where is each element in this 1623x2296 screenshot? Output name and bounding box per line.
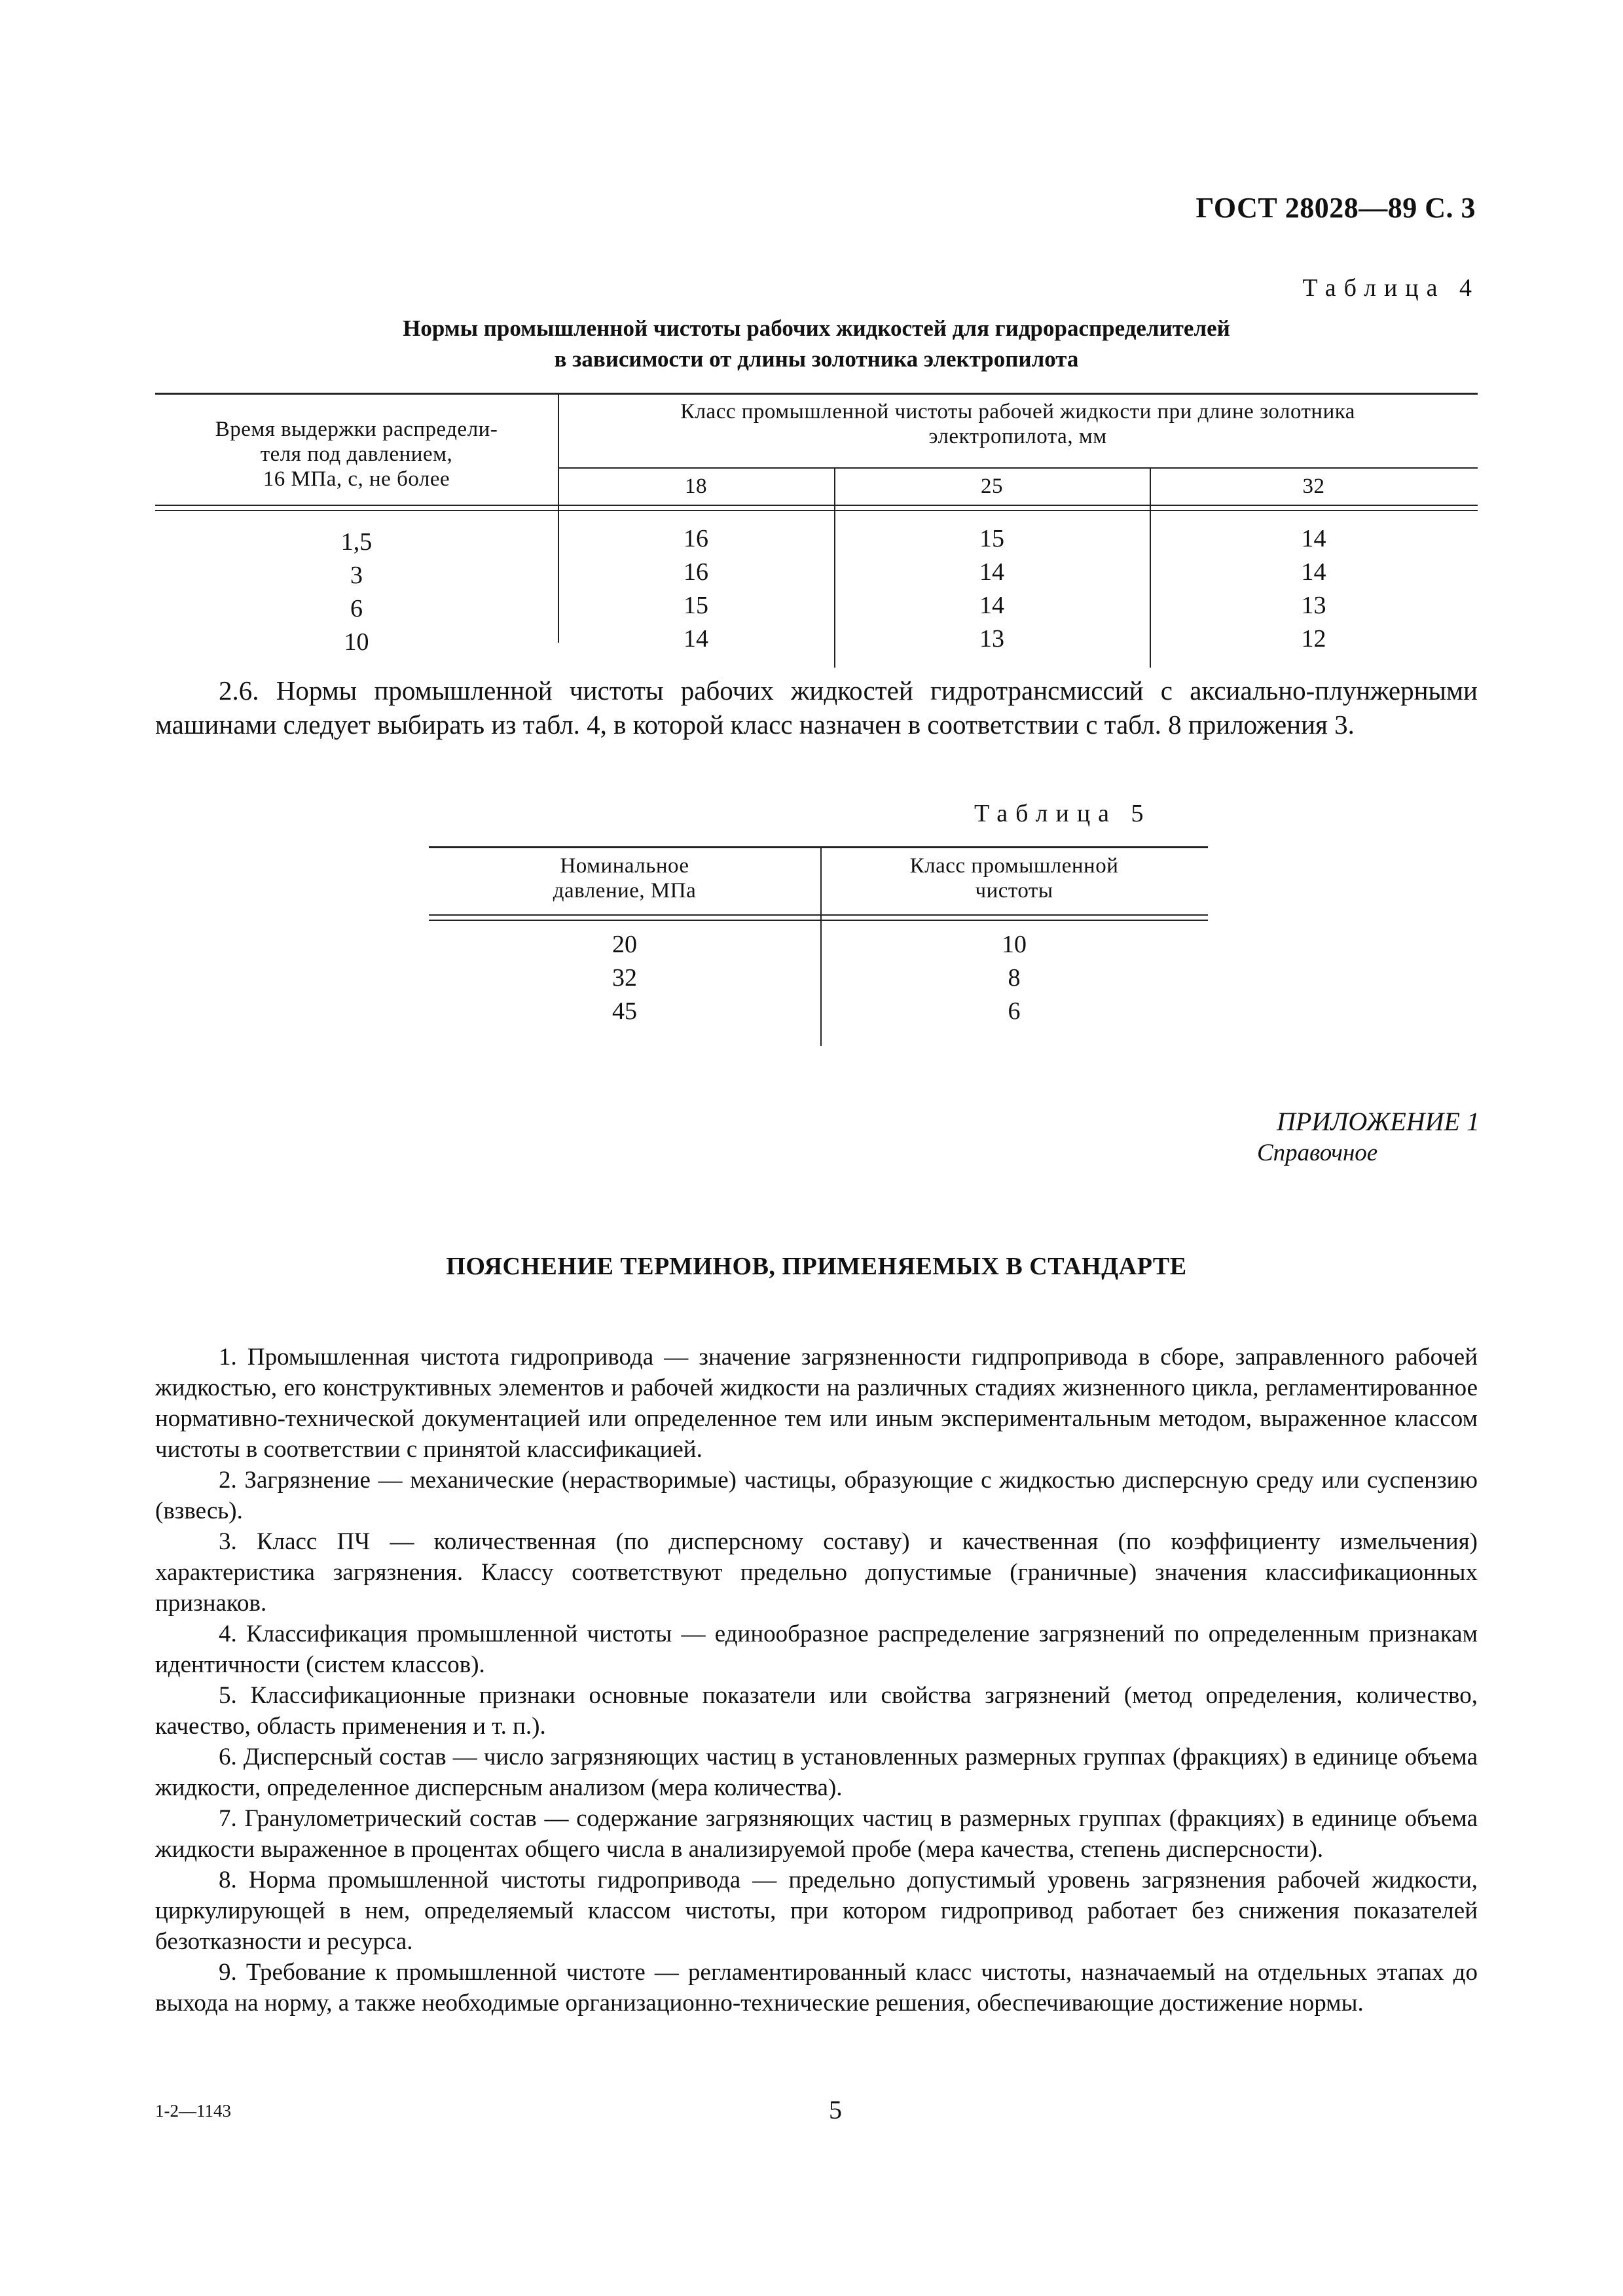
page-header: ГОСТ 28028—89 С. 3 (1195, 192, 1476, 224)
table-cell: 12 (1301, 625, 1326, 653)
table-double-rule (429, 914, 1208, 921)
table5-caption: Таблица 5 (974, 800, 1152, 827)
table4-header-length-25: 25 (981, 475, 1003, 498)
table4-header-time (155, 417, 558, 492)
table-cell: 15 (684, 592, 708, 619)
table-cell: 14 (979, 558, 1004, 586)
table4-column-18 (558, 522, 834, 656)
appendix-subtitle: Справочное (1257, 1139, 1378, 1166)
term-item: 7. Гранулометрический состав — содержание загрязняющих частиц в размерных группах (фракциях) в единице объема жидкости выраженное в процентах общего числа в анализируемой пробе (мера качества, степень дисперсности). (155, 1805, 1478, 1863)
term-item: 3. Класс ПЧ — количественная (по дисперсному составу) и качественная (по коэффициенту измельчения) характеристика загрязнения. Классу соответствуют предельно допустимые (граничные) значения классификационных признаков. (155, 1528, 1478, 1617)
table-cell: 13 (1301, 592, 1326, 619)
header-line: Время выдержки распредели- (215, 418, 498, 441)
table-rule (558, 467, 1478, 469)
table4-title-line: Нормы промышленной чистоты рабочих жидкостей для гидрораспределителей (403, 315, 1230, 341)
table-cell: 14 (684, 625, 708, 653)
header-line: 16 МПа, с, не более (263, 467, 450, 491)
table-cell: 20 (612, 931, 637, 958)
table4-column-32 (1150, 522, 1478, 656)
table4-header-length-18: 18 (685, 475, 707, 498)
table-rule (429, 846, 1208, 848)
table-double-rule (155, 505, 1478, 511)
term-item: 4. Классификация промышленной чистоты — единообразное распределение загрязнений по определенным признакам идентичности (систем классов). (155, 1621, 1478, 1678)
term-item: 9. Требование к промышленной чистоте — регламентированный класс чистоты, назначаемый на отдельных этапах до выхода на норму, а также необходимые организационно-технические решения, обеспечивающие достижение нормы. (155, 1959, 1478, 2017)
term-item: 6. Дисперсный состав — число загрязняющих частиц в установленных размерных группах (фракциях) в единице объема жидкости, определенное дисперсным анализом (мера количества). (155, 1744, 1478, 1801)
header-line: давление, МПа (553, 879, 697, 903)
table5-header-pressure (429, 853, 820, 903)
header-line: теля под давлением, (260, 442, 453, 466)
table-cell: 45 (612, 997, 637, 1025)
table-cell: 14 (979, 592, 1004, 619)
table-cell: 32 (612, 964, 637, 992)
table-cell: 10 (1002, 931, 1027, 958)
table4-caption: Таблица 4 (1302, 274, 1480, 302)
table4-column-time (155, 526, 558, 659)
table-cell: 8 (1008, 964, 1021, 992)
term-item: 1. Промышленная чистота гидропривода — значение загрязненности гидпропривода в сборе, заправленного рабочей жидкостью, его конструктивных элементов и рабочей жидкости на различных стадиях жизненного цикла, регламентированное нормативно-технической документацией или определенное тем или иным экспериментальным методом, выраженное классом чистоты в соответствии с принятой классификацией. (155, 1344, 1478, 1463)
table5-column-class (820, 928, 1208, 1028)
table4-header-length-32: 32 (1302, 475, 1325, 498)
table-cell: 1,5 (340, 528, 373, 556)
table-cell: 6 (1008, 997, 1021, 1025)
header-line: Номинальное (560, 854, 689, 878)
table-cell: 13 (979, 625, 1004, 653)
table4 (155, 393, 1478, 668)
table4-title-line: в зависимости от длины золотника электропилота (554, 346, 1079, 372)
header-line: электропилота, мм (928, 425, 1107, 448)
table4-title (155, 313, 1478, 374)
term-item: 8. Норма промышленной чистоты гидропривода — предельно допустимый уровень загрязнения рабочей жидкости, циркулирующей в нем, определяемый классом чистоты, при котором гидропривод работает без снижения показателей безотказности и ресурса. (155, 1867, 1478, 1955)
table-cell: 14 (1301, 525, 1326, 552)
table4-header-class (558, 399, 1478, 449)
appendix-label: ПРИЛОЖЕНИЕ 1 (1277, 1107, 1480, 1136)
table4-column-25 (834, 522, 1150, 656)
terms-list (155, 1342, 1478, 2018)
table5-column-pressure (429, 928, 820, 1028)
paragraph-2-6: 2.6. Нормы промышленной чистоты рабочих жидкостей гидротрансмиссий с аксиально-плунжерными машинами следует выбирать из табл. 4, в которой класс назначен в соответствии с табл. 8 приложения 3. (155, 675, 1478, 740)
table-cell: 16 (684, 525, 708, 552)
header-line: Класс промышленной чистоты рабочей жидкости при длине золотника (680, 400, 1355, 423)
table-cell: 16 (684, 558, 708, 586)
table-cell: 10 (344, 628, 369, 656)
section-title: ПОЯСНЕНИЕ ТЕРМИНОВ, ПРИМЕНЯЕМЫХ В СТАНДАРТЕ (446, 1253, 1187, 1280)
table5 (429, 846, 1208, 1043)
table-rule (155, 393, 1478, 395)
page-number: 5 (829, 2095, 842, 2125)
table-cell: 3 (350, 562, 363, 589)
table-cell: 14 (1301, 558, 1326, 586)
header-line: чистоты (975, 879, 1053, 903)
footer-code: 1-2—1143 (155, 2101, 231, 2121)
table-cell: 15 (979, 525, 1004, 552)
term-item: 5. Классификационные признаки основные показатели или свойства загрязнений (метод определения, количество, качество, область применения и т. п.). (155, 1682, 1478, 1740)
term-item: 2. Загрязнение — механические (нерастворимые) частицы, образующие с жидкостью дисперсную среду или суспензию (взвесь). (155, 1467, 1478, 1524)
header-line: Класс промышленной (909, 854, 1119, 878)
table5-header-class (820, 853, 1208, 903)
table-cell: 6 (350, 595, 363, 622)
